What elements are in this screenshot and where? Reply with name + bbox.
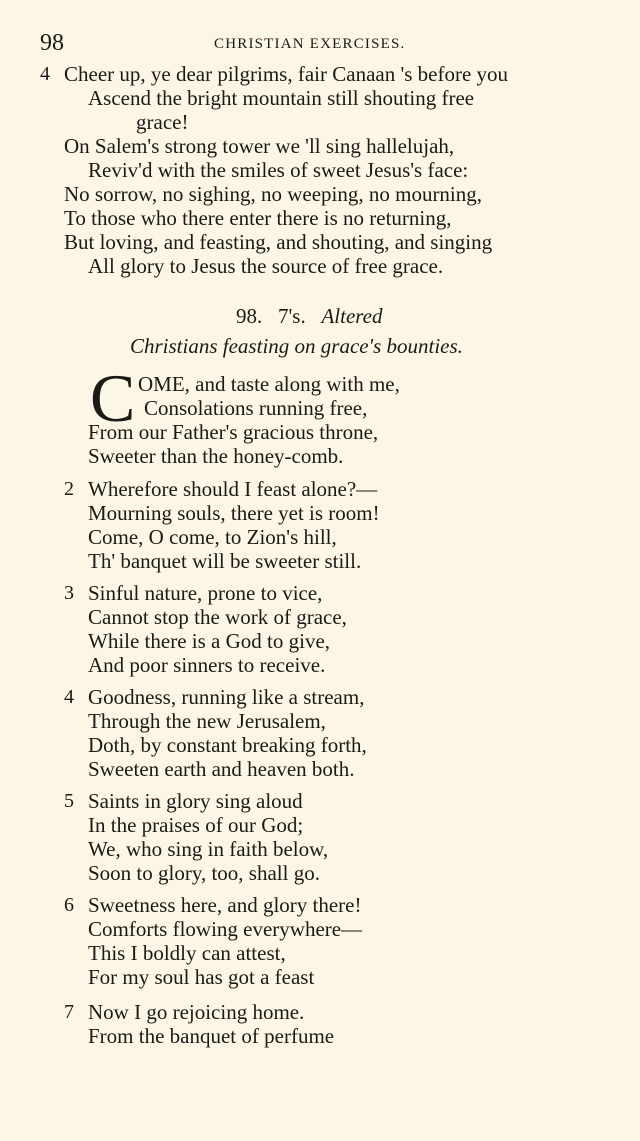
verse-line: Doth, by constant breaking forth, [88, 733, 367, 757]
hymn-note: Altered [321, 304, 383, 328]
verse-line: But loving, and feasting, and shouting, and singing [64, 230, 493, 254]
verse-line: To those who there enter there is no returning, [64, 206, 452, 230]
hymn-number: 98. [236, 304, 263, 328]
verse-number: 6 [64, 894, 74, 916]
drop-cap: C [90, 360, 136, 436]
verse-line: From our Father's gracious throne, [88, 420, 379, 444]
verse-line: Come, O come, to Zion's hill, [88, 525, 337, 549]
verse-line: Ascend the bright mountain still shouting free [88, 86, 475, 110]
verse-line: Through the new Jerusalem, [88, 709, 326, 733]
verse-number: 4 [64, 686, 74, 708]
verse-line: Sweeten earth and heaven both. [88, 757, 355, 781]
verse-number: 2 [64, 478, 74, 500]
verse-line: Th' banquet will be sweeter still. [88, 549, 362, 573]
verse-line: Mourning souls, there yet is room! [88, 501, 380, 525]
verse-number: 4 [40, 63, 50, 85]
verse-line: Reviv'd with the smiles of sweet Jesus's face: [88, 158, 469, 182]
verse-line: Sweetness here, and glory there! [88, 893, 362, 917]
verse-line: We, who sing in faith below, [88, 837, 329, 861]
verse-line: Cannot stop the work of grace, [88, 605, 347, 629]
verse-line: On Salem's strong tower we 'll sing hallelujah, [64, 134, 455, 158]
verse-line: From the banquet of perfume [88, 1024, 335, 1048]
verse-number: 5 [64, 790, 74, 812]
verse-line: All glory to Jesus the source of free grace. [88, 254, 444, 278]
verse-line: In the praises of our God; [88, 813, 304, 837]
verse-line: Cheer up, ye dear pilgrims, fair Canaan 's before you [64, 62, 509, 86]
verse-line: Wherefore should I feast alone?— [88, 477, 378, 501]
verse-line: Soon to glory, too, shall go. [88, 861, 320, 885]
verse-line: Sinful nature, prone to vice, [88, 581, 323, 605]
verse-line: grace! [136, 110, 189, 134]
hymn-meter: 7's. [278, 304, 306, 328]
verse-line: For my soul has got a feast [88, 965, 315, 989]
verse-line: No sorrow, no sighing, no weeping, no mourning, [64, 182, 483, 206]
verse-number: 3 [64, 582, 74, 604]
verse-number: 7 [64, 1001, 74, 1023]
page-number: 98 [40, 30, 64, 56]
running-title: CHRISTIAN EXERCISES. [214, 36, 406, 52]
verse-line: Goodness, running like a stream, [88, 685, 365, 709]
verse-line: Sweeter than the honey-comb. [88, 444, 344, 468]
verse-line: And poor sinners to receive. [88, 653, 326, 677]
hymn-heading [236, 304, 383, 329]
verse-line: This I boldly can attest, [88, 941, 286, 965]
verse-line: Comforts flowing everywhere— [88, 917, 363, 941]
verse-line: While there is a God to give, [88, 629, 331, 653]
verse-line: OME, and taste along with me, [138, 372, 400, 396]
hymn-subtitle: Christians feasting on grace's bounties. [130, 334, 463, 358]
verse-line: Now I go rejoicing home. [88, 1000, 305, 1024]
verse-line: Consolations running free, [144, 396, 368, 420]
verse-line: Saints in glory sing aloud [88, 789, 303, 813]
